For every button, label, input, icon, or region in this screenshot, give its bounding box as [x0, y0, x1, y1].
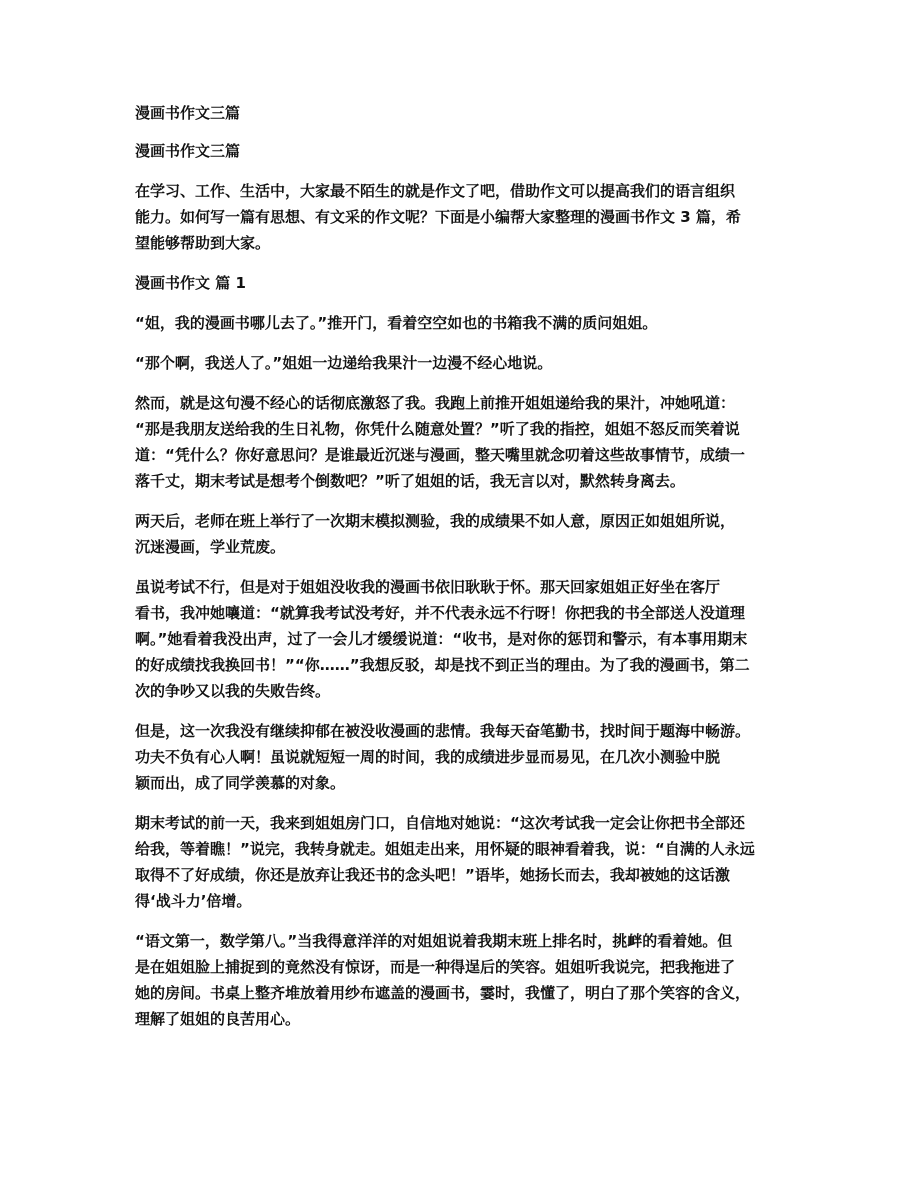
paragraph-line: 看书，我冲她嚷道：“就算我考试没考好，并不代表永远不行呀！你把我的书全部送人没道理: [135, 604, 745, 622]
paragraph-line: “姐，我的漫画书哪儿去了。”推开门，看着空空如也的书箱我不满的质问姐姐。: [135, 314, 658, 332]
body-paragraph: [135, 810, 791, 914]
document-subtitle: 漫画书作文三篇: [135, 142, 241, 160]
body-paragraph: [135, 718, 791, 796]
paragraph-line: “语文第一，数学第八。”当我得意洋洋的对姐姐说着我期末班上排名时，挑衅的看着她。但: [135, 932, 733, 950]
intro-paragraph: [135, 178, 791, 256]
paragraph-line: “那是我朋友送给我的生日礼物，你凭什么随意处置？”听了我的指控，姐姐不怒反而笑着说: [135, 420, 740, 438]
body-paragraph: [135, 928, 791, 1032]
body-paragraph: [135, 574, 791, 704]
paragraph-line: 功夫不负有心人啊！虽说就短短一周的时间，我的成绩进步显而易见，在几次小测验中脱: [135, 748, 721, 766]
paragraph-line: 理解了姐姐的良苦用心。: [135, 1010, 301, 1028]
body-paragraph: [135, 350, 791, 376]
paragraph-line: 取得不了好成绩，你还是放弃让我还书的念头吧！”语毕，她扬长而去，我却被她的这话激: [135, 866, 730, 884]
paragraph-line: “那个啊，我送人了。”姐姐一边递给我果汁一边漫不经心地说。: [135, 354, 553, 372]
paragraph-line: 期末考试的前一天，我来到姐姐房门口，自信地对她说：“这次考试我一定会让你把书全部还: [135, 814, 745, 832]
section-heading: 漫画书作文 篇 1: [135, 274, 246, 292]
paragraph-line: 是在姐姐脸上捕捉到的竟然没有惊讶，而是一种得逞后的笑容。姐姐听我说完，把我拖进了: [135, 958, 736, 976]
paragraph-line: 两天后，老师在班上举行了一次期末模拟测验，我的成绩果不如人意，原因正如姐姐所说，: [135, 512, 736, 530]
paragraph-line: 给我，等着瞧！”说完，我转身就走。姐姐走出来，用怀疑的眼神看着我，说：“自满的人永远: [135, 840, 755, 858]
document-page: [135, 100, 791, 1032]
paragraph-line: 颖而出，成了同学羡慕的对象。: [135, 774, 346, 792]
paragraph-line: 沉迷漫画，学业荒废。: [135, 538, 286, 556]
paragraph-line: 落千丈，期末考试是想考个倒数吧？”听了姐姐的话，我无言以对，默然转身离去。: [135, 472, 685, 490]
paragraph-line: 啊。”她看着我没出声，过了一会儿才缓缓说道：“收书，是对你的惩罚和警示，有本事用期末: [135, 630, 748, 648]
paragraph-line: 次的争吵又以我的失败告终。: [135, 682, 331, 700]
paragraph-line: 虽说考试不行，但是对于姐姐没收我的漫画书依旧耿耿于怀。那天回家姐姐正好坐在客厅: [135, 578, 721, 596]
paragraph-line: 得‘战斗力’倍增。: [135, 892, 252, 910]
body-paragraph: [135, 390, 791, 494]
body-paragraph: [135, 508, 791, 560]
body-paragraph: [135, 310, 791, 336]
paragraph-line: 她的房间。书桌上整齐堆放着用纱布遮盖的漫画书，霎时，我懂了，明白了那个笑容的含义，: [135, 984, 751, 1002]
paragraph-line: 但是，这一次我没有继续抑郁在被没收漫画的悲情。我每天奋笔勤书，找时间于题海中畅游。: [135, 722, 751, 740]
document-title: 漫画书作文三篇: [135, 104, 241, 122]
intro-line: 望能够帮助到大家。: [135, 234, 271, 252]
intro-line: 能力。如何写一篇有思想、有文采的作文呢？下面是小编帮大家整理的漫画书作文 3 篇，希: [135, 208, 741, 226]
paragraph-line: 的好成绩找我换回书！”“你……”我想反驳，却是找不到正当的理由。为了我的漫画书，第二: [135, 656, 750, 674]
intro-line: 在学习、工作、生活中，大家最不陌生的就是作文了吧，借助作文可以提高我们的语言组织: [135, 182, 736, 200]
paragraph-line: 然而，就是这句漫不经心的话彻底激怒了我。我跑上前推开姐姐递给我的果汁，冲她吼道：: [135, 394, 736, 412]
paragraph-line: 道：“凭什么？你好意思问？是谁最近沉迷与漫画，整天嘴里就念叨着这些故事情节，成绩一: [135, 446, 745, 464]
